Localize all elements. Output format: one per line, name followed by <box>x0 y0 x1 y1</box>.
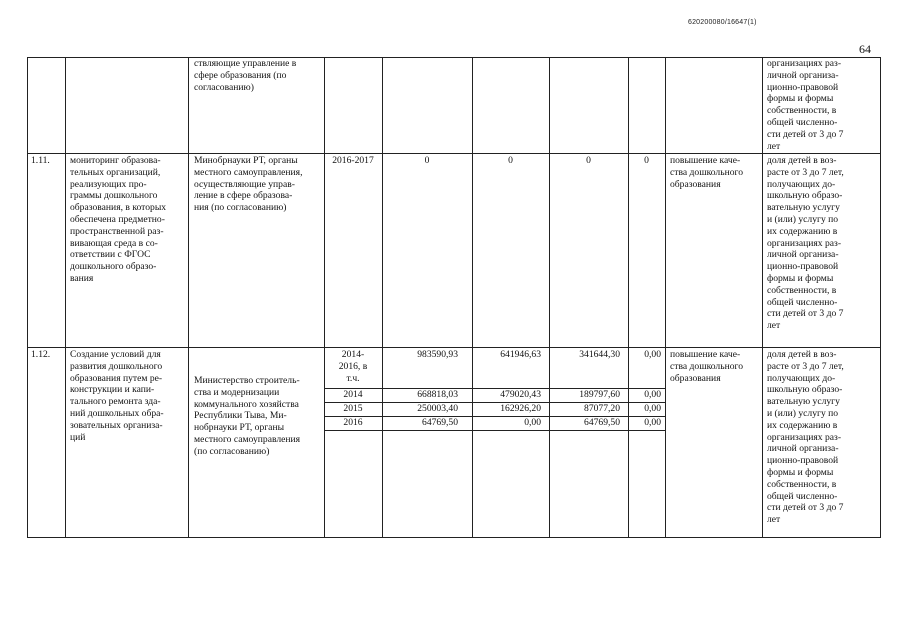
period-cell: 2016-2017 <box>332 155 374 166</box>
activity-text: Создание условий для развития дошкольного образования путем ре- конструкции и капи- тального ремонта зда- ний дошкольных обра- зовательных организа- ций <box>70 349 164 443</box>
grid-line <box>762 57 763 538</box>
grid-line <box>472 57 473 538</box>
continuation-indicator: организациях раз- личной организа- ционно-правовой формы и формы собственности, в общей численно- сти детей от 3 до 7 лет <box>767 58 844 152</box>
grid-line <box>27 347 881 348</box>
grid-line <box>27 57 881 58</box>
activity-text: мониторинг образова- тельных организаций, реализующих про- граммы дошкольного образования, в которых обеспечена предметно- пространственной раз- вивающая среда в со- ответствии с ФГОС дошкольного образо- вания <box>70 155 167 284</box>
result-text: повышение каче- ства дошкольного образования <box>670 349 744 384</box>
federal-cell: 479020,43 <box>500 389 541 400</box>
total-cell: 0 <box>424 155 430 166</box>
republic-cell: 189797,60 <box>579 389 620 400</box>
grid-line <box>628 57 629 538</box>
local-cell: 0,00 <box>644 349 661 360</box>
federal-cell: 0 <box>508 155 513 166</box>
period-cell: 2016 <box>343 417 363 428</box>
grid-line <box>880 57 881 538</box>
federal-cell: 0,00 <box>524 417 541 428</box>
grid-line <box>27 537 881 538</box>
indicator-text: доля детей в воз- расте от 3 до 7 лет, получающих до- школьную образо- вательную услугу и (или) услугу по их содержанию в организациях раз- личной организа- ционно-правовой формы и формы собственности, в общей численно- сти детей от 3 до 7 лет <box>767 349 844 526</box>
page-number: 64 <box>859 42 871 56</box>
period-cell: 2014- 2016, в т.ч. <box>338 349 368 384</box>
total-cell: 668818,03 <box>417 389 458 400</box>
row-number: 1.12. <box>31 349 51 360</box>
grid-line <box>382 57 383 538</box>
local-cell: 0,00 <box>644 417 661 428</box>
republic-cell: 0 <box>586 155 591 166</box>
total-cell: 983590,93 <box>417 349 458 360</box>
total-cell: 250003,40 <box>417 403 458 414</box>
grid-line <box>27 153 881 154</box>
grid-line <box>549 57 550 538</box>
federal-cell: 162926,20 <box>500 403 541 414</box>
grid-line <box>324 57 325 538</box>
grid-line <box>27 57 28 538</box>
result-text: повышение каче- ства дошкольного образования <box>670 155 744 190</box>
grid-line <box>324 430 665 431</box>
grid-line <box>665 57 666 538</box>
local-cell: 0 <box>644 155 649 166</box>
local-cell: 0,00 <box>644 403 661 414</box>
continuation-executor: ствляющие управление в сфере образования (по согласованию) <box>194 58 297 93</box>
period-cell: 2014 <box>343 389 363 400</box>
republic-cell: 87077,20 <box>584 403 620 414</box>
period-cell: 2015 <box>343 403 363 414</box>
federal-cell: 641946,63 <box>500 349 541 360</box>
executor-text: Минобрнауки РТ, органы местного самоуправления, осуществляющие управ- ление в сфере образова- ния (по согласованию) <box>194 155 303 214</box>
local-cell: 0,00 <box>644 389 661 400</box>
grid-line <box>65 57 66 538</box>
indicator-text: доля детей в воз- расте от 3 до 7 лет, получающих до- школьную образо- вательную услугу и (или) услугу по их содержанию в организациях раз- личной организа- ционно-правовой формы и формы собственности, в общей численно- сти детей от 3 до 7 лет <box>767 155 844 332</box>
executor-text: Министерство строитель- ства и модернизации коммунального хозяйства Республики Тыва, Ми- нобрнауки РТ, органы местного самоуправления (по согласованию) <box>194 375 301 457</box>
program-table <box>27 57 881 538</box>
row-number: 1.11. <box>31 155 50 166</box>
total-cell: 64769,50 <box>422 417 458 428</box>
grid-line <box>188 57 189 538</box>
republic-cell: 64769,50 <box>584 417 620 428</box>
document-id: 620200080/16647(1) <box>688 19 757 26</box>
republic-cell: 341644,30 <box>579 349 620 360</box>
